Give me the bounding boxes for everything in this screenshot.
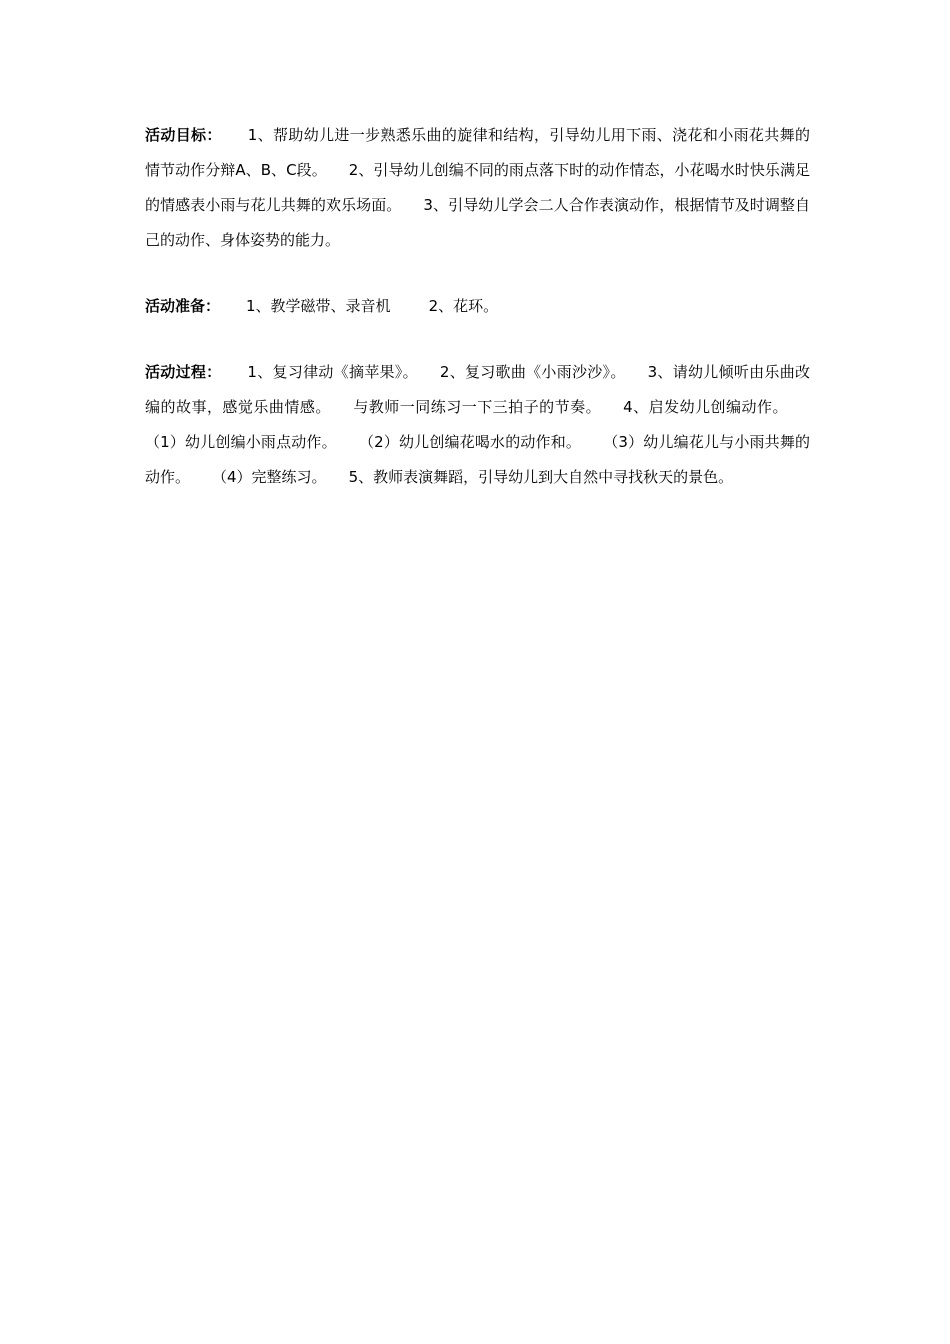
process-item-2: 2、复习歌曲《小雨沙沙》。: [439, 363, 626, 381]
process-item-3: 3、请幼儿倾听由乐曲改编的故事，感觉乐曲情感。: [145, 363, 810, 416]
goal-item-1: 1、帮助幼儿进一步熟悉乐曲的旋律和结构，引导幼儿用下雨、浇花和小雨花共舞的情节动作分辩A、B、C段。: [145, 126, 810, 179]
process-item-1: 1、复习律动《摘苹果》。: [247, 363, 418, 381]
preparation-item-2: 2、花环。: [428, 297, 499, 315]
activity-preparation-label: 活动准备：: [145, 297, 221, 315]
process-item-9: （4）完整练习。: [212, 468, 327, 486]
process-item-8: （3）幼儿编花儿与小雨共舞的动作。: [145, 433, 811, 486]
goal-item-2: 2、引导幼儿创编不同的雨点落下时的动作情态，小花喝水时快乐满足的情感表小雨与花儿共舞的欢乐场面。: [145, 161, 811, 214]
preparation-item-1: 1、教学磁带、录音机: [246, 297, 391, 315]
process-item-10: 5、教师表演舞蹈，引导幼儿到大自然中寻找秋天的景色。: [348, 468, 734, 486]
document-page: [145, 118, 810, 526]
goal-item-3: 3、引导幼儿学会二人合作表演动作，根据情节及时调整自己的动作、身体姿势的能力。: [145, 196, 810, 249]
activity-preparation-section: [145, 289, 810, 324]
process-item-5: 4、启发幼儿创编动作。: [623, 398, 788, 416]
activity-goals-section: [145, 118, 810, 258]
activity-process-section: [145, 355, 810, 495]
process-item-4: 与教师一同练习一下三拍子的节奏。: [352, 398, 602, 416]
activity-goals-label: 活动目标：: [145, 126, 222, 144]
process-item-6: （1）幼儿创编小雨点动作。: [145, 433, 337, 451]
process-item-7: （2）幼儿创编花喝水的动作和。: [358, 433, 582, 451]
activity-process-label: 活动过程：: [145, 363, 222, 381]
